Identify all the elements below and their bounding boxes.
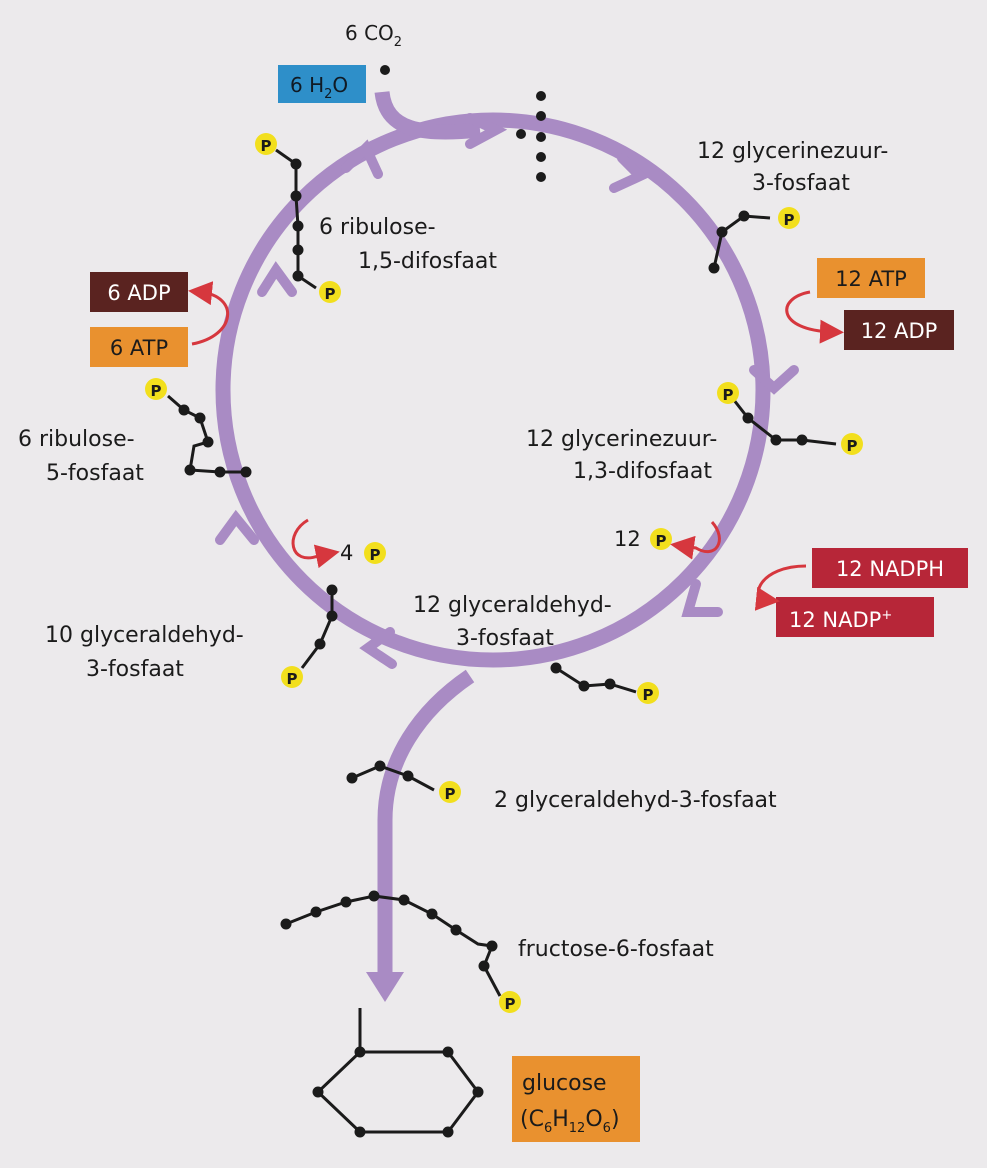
g3p-label-line1: 12 glycerinezuur- bbox=[697, 139, 889, 164]
ga-molecule bbox=[552, 664, 636, 692]
ga-label-line1: 12 glyceraldehyd- bbox=[413, 593, 612, 618]
svg-text:P: P bbox=[504, 995, 516, 1013]
svg-text:6 CO2: 6 $CO_2$ bbox=[345, 21, 403, 50]
svg-text:P: P bbox=[846, 437, 858, 455]
output-arrowhead bbox=[366, 972, 404, 1002]
phosphate-icon bbox=[364, 542, 386, 564]
released-phosphate-count-4: 4 bbox=[340, 541, 354, 565]
ga-label-line2: 3-fosfaat bbox=[456, 626, 554, 651]
f6p-label: fructose-6-fosfaat bbox=[518, 937, 714, 962]
phosphate-icon bbox=[439, 781, 461, 803]
svg-text:P: P bbox=[369, 546, 381, 564]
phosphate-icon bbox=[637, 682, 659, 704]
phosphate-release-arrow-4 bbox=[293, 520, 328, 558]
ga10-label-line2: 3-fosfaat bbox=[86, 657, 184, 682]
svg-text:6 ATP: 6 ATP bbox=[109, 336, 169, 360]
phosphate-icon bbox=[499, 991, 521, 1013]
atp6-box bbox=[90, 327, 188, 367]
atp12-box bbox=[817, 258, 925, 298]
out-ga-label: 2 glyceraldehyd-3-fosfaat bbox=[494, 788, 777, 813]
glucose-ring bbox=[314, 1008, 482, 1136]
svg-text:12 ADP: 12 ADP bbox=[860, 319, 938, 343]
adp6-box bbox=[90, 272, 188, 312]
svg-text:12 NADP+: 12 NADP+ bbox=[789, 608, 893, 632]
nadph-box bbox=[812, 548, 968, 588]
nadp-box bbox=[776, 597, 934, 637]
phosphate-icon bbox=[281, 666, 303, 688]
ru5-label-line2: 5-fosfaat bbox=[46, 461, 144, 486]
svg-text:12 ATP: 12 ATP bbox=[835, 267, 907, 291]
phosphate-icon bbox=[145, 378, 167, 400]
glucose-box bbox=[512, 1056, 640, 1142]
svg-text:P: P bbox=[655, 532, 667, 550]
svg-text:12 NADPH: 12 NADPH bbox=[835, 557, 945, 581]
svg-text:P: P bbox=[444, 785, 456, 803]
phosphate-icon bbox=[717, 382, 739, 404]
svg-text:glucose: glucose bbox=[522, 1071, 607, 1096]
svg-text:P: P bbox=[324, 285, 336, 303]
adp12-box bbox=[844, 310, 954, 350]
svg-text:P: P bbox=[150, 382, 162, 400]
ga10-label-line1: 10 glyceraldehyd- bbox=[45, 623, 244, 648]
svg-text:P: P bbox=[783, 211, 795, 229]
rubp-label-line2: 1,5-difosfaat bbox=[358, 249, 498, 274]
rubp-label-line1: 6 ribulose- bbox=[319, 215, 436, 240]
svg-text:P: P bbox=[260, 137, 272, 155]
glucose-formula: $(C_6H_{12}O_6)$ bbox=[520, 1107, 620, 1136]
phosphate-icon bbox=[841, 433, 863, 455]
svg-text:P: P bbox=[286, 670, 298, 688]
co2-carbon-dot bbox=[380, 65, 390, 75]
phosphate-icon bbox=[778, 207, 800, 229]
g3p-label-line2: 3-fosfaat bbox=[752, 171, 850, 196]
g13-molecule bbox=[730, 395, 836, 444]
cycle-ring bbox=[223, 120, 763, 660]
g3p-molecule bbox=[710, 212, 770, 272]
calvin-cycle-loop bbox=[220, 92, 794, 1002]
intermediate-dots bbox=[516, 91, 546, 182]
g13-label-line2: 1,3-difosfaat bbox=[573, 459, 713, 484]
co2-label bbox=[345, 21, 402, 50]
svg-text:6 H2O: 6 $H_2O$ bbox=[290, 73, 349, 102]
phosphate-icon bbox=[650, 528, 672, 550]
g13-label-line1: 12 glycerinezuur- bbox=[526, 427, 718, 452]
svg-text:6 ADP: 6 ADP bbox=[107, 281, 171, 305]
input-flow-arrow bbox=[382, 92, 480, 132]
svg-text:P: P bbox=[642, 686, 654, 704]
nadph-to-nadp-arrow bbox=[759, 566, 806, 600]
phosphate-icon bbox=[319, 281, 341, 303]
h2o-box bbox=[278, 65, 366, 103]
released-phosphate-count: 12 bbox=[614, 527, 641, 551]
phosphate-icon bbox=[255, 133, 277, 155]
svg-text:P: P bbox=[722, 386, 734, 404]
ru5-label-line1: 6 ribulose- bbox=[18, 427, 135, 452]
